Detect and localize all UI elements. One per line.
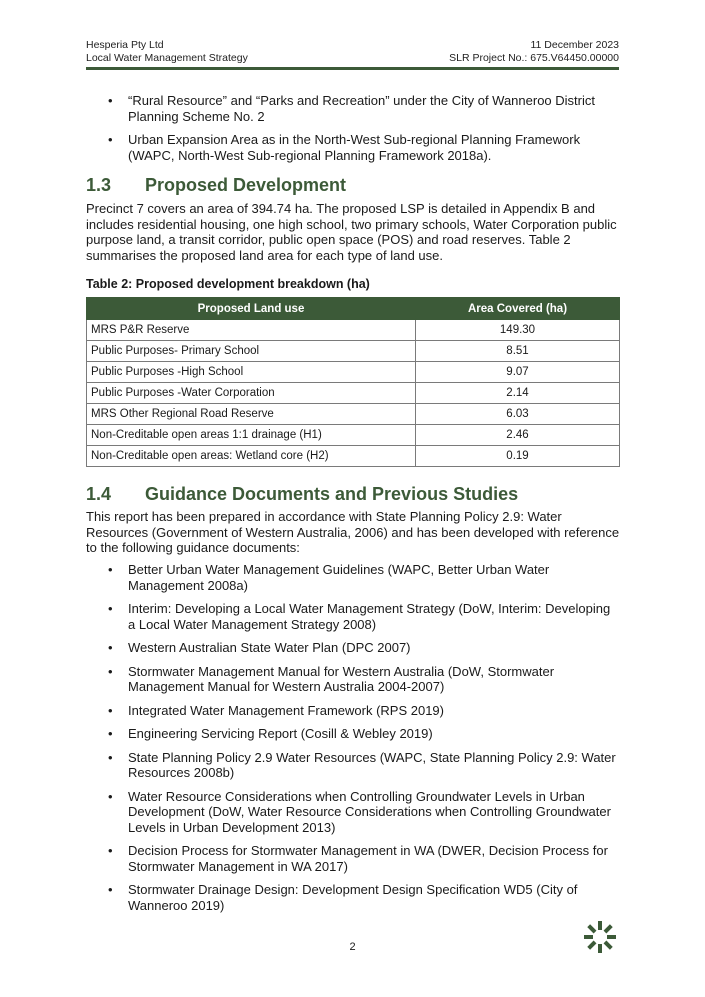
- section-title: Guidance Documents and Previous Studies: [145, 484, 519, 504]
- land-use-cell: Public Purposes- Primary School: [87, 341, 416, 362]
- area-cell: 2.14: [416, 383, 620, 404]
- list-item: • Engineering Servicing Report (Cosill & Webley 2019): [108, 726, 621, 742]
- table-row: [87, 362, 620, 383]
- table-row: [87, 383, 620, 404]
- list-item: • Western Australian State Water Plan (DPC 2007): [108, 640, 621, 656]
- section-number: 1.3: [86, 175, 112, 195]
- header-doc-title: Local Water Management Strategy: [86, 52, 248, 64]
- area-cell: 2.46: [416, 425, 620, 446]
- header-company: Hesperia Pty Ltd: [86, 39, 164, 51]
- section-1-4-paragraph: This report has been prepared in accordance with State Planning Policy 2.9: Water Resources (Government of Western Australia, 2006) and has been developed with reference to the following guidance documents:: [86, 509, 620, 555]
- list-item: • State Planning Policy 2.9 Water Resources (WAPC, State Planning Policy 2.9: Water Resources 2008b): [108, 750, 621, 781]
- table-row: [87, 425, 620, 446]
- development-breakdown-table: [86, 297, 620, 467]
- section-title: Proposed Development: [145, 175, 347, 195]
- area-cell: 0.19: [416, 446, 620, 467]
- table-caption: Table 2: Proposed development breakdown (ha): [86, 277, 370, 291]
- section-heading-1-4: [86, 484, 518, 505]
- list-item: • Stormwater Management Manual for Western Australia (DoW, Stormwater Management Manual for Western Australia 2004-2007): [108, 664, 621, 695]
- list-item: • Integrated Water Management Framework (RPS 2019): [108, 703, 621, 719]
- list-item: • Better Urban Water Management Guidelines (WAPC, Better Urban Water Management 2008a): [108, 562, 621, 593]
- land-use-cell: Non-Creditable open areas: Wetland core (H2): [87, 446, 416, 467]
- zoning-bullet-list: [108, 93, 621, 171]
- land-use-cell: MRS Other Regional Road Reserve: [87, 404, 416, 425]
- section-1-3-paragraph: Precinct 7 covers an area of 394.74 ha. The proposed LSP is detailed in Appendix B and includes residential housing, one high school, two primary schools, Water Corporation public purpose land, a transit corridor, public open space (POS) and road reserves. Table 2 summarises the proposed land area for each type of land use.: [86, 201, 617, 263]
- column-header-area: Area Covered (ha): [416, 298, 620, 320]
- list-item: • Interim: Developing a Local Water Management Strategy (DoW, Interim: Developing a Local Water Management Strategy 2008): [108, 601, 621, 632]
- page-header: [86, 39, 619, 65]
- list-item: • Urban Expansion Area as in the North-West Sub-regional Planning Framework (WAPC, North-West Sub-regional Planning Framework 2018a).: [108, 132, 621, 163]
- header-project-number: SLR Project No.: 675.V64450.00000: [449, 52, 619, 64]
- header-date: 11 December 2023: [530, 39, 619, 51]
- list-item: • Decision Process for Stormwater Management in WA (DWER, Decision Process for Stormwater Management in WA 2017): [108, 843, 621, 874]
- section-number: 1.4: [86, 484, 112, 504]
- list-item: • Stormwater Drainage Design: Development Design Specification WD5 (City of Wanneroo 2019): [108, 882, 621, 913]
- area-cell: 9.07: [416, 362, 620, 383]
- page-number: 2: [349, 941, 356, 953]
- area-cell: 149.30: [416, 320, 620, 341]
- table-row: [87, 320, 620, 341]
- land-use-cell: Public Purposes -High School: [87, 362, 416, 383]
- guidance-documents-list: [108, 562, 621, 921]
- list-item: • “Rural Resource” and “Parks and Recreation” under the City of Wanneroo District Planning Scheme No. 2: [108, 93, 621, 124]
- land-use-cell: MRS P&R Reserve: [87, 320, 416, 341]
- table-row: [87, 341, 620, 362]
- land-use-cell: Non-Creditable open areas 1:1 drainage (H1): [87, 425, 416, 446]
- table-row: [87, 404, 620, 425]
- column-header-land-use: Proposed Land use: [87, 298, 416, 320]
- slr-logo-icon: [582, 919, 618, 955]
- table-row: [87, 446, 620, 467]
- section-heading-1-3: [86, 175, 346, 196]
- header-divider: [86, 67, 619, 70]
- land-use-cell: Public Purposes -Water Corporation: [87, 383, 416, 404]
- area-cell: 6.03: [416, 404, 620, 425]
- table-header-row: [87, 298, 620, 320]
- list-item: • Water Resource Considerations when Controlling Groundwater Levels in Urban Development (DoW, Water Resource Considerations when Controlling Groundwater Levels in Urban Development 2013): [108, 789, 621, 836]
- area-cell: 8.51: [416, 341, 620, 362]
